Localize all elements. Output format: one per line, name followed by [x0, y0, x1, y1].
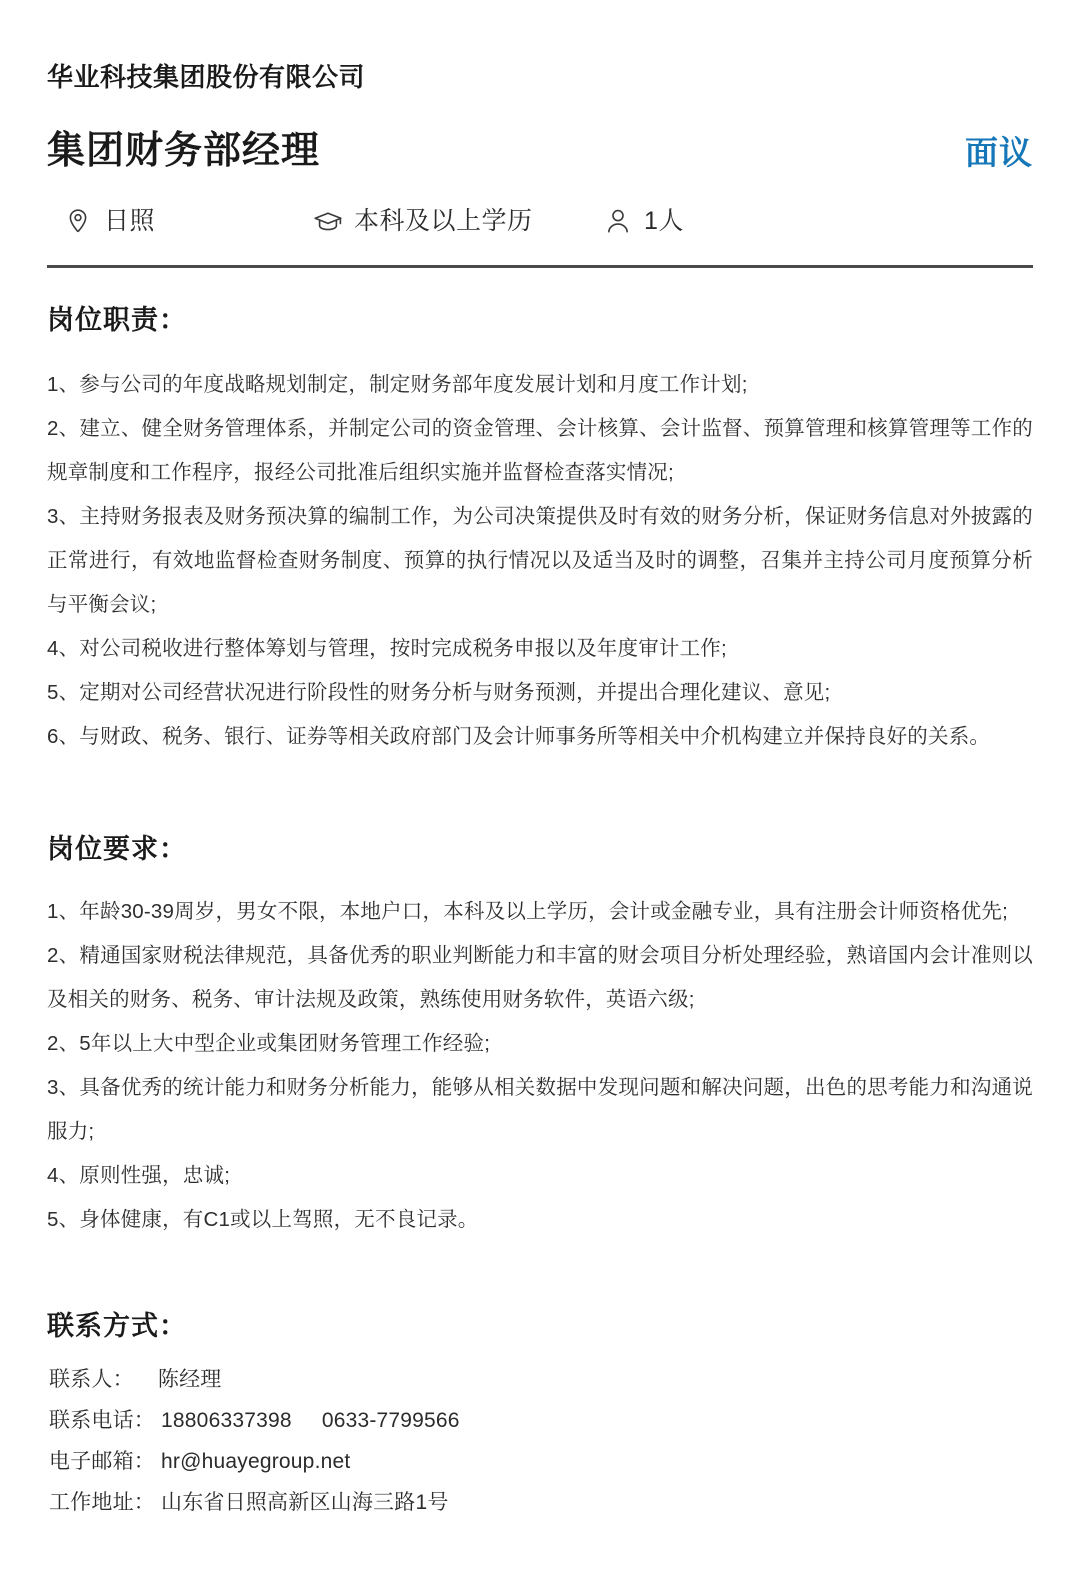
title-row — [47, 131, 1033, 173]
section-requirements — [47, 827, 1033, 1242]
responsibility-item: 4、对公司税收进行整体筹划与管理，按时完成税务申报以及年度审计工作; — [47, 636, 727, 660]
contact-phone-row — [47, 1400, 1033, 1441]
meta-item-education — [313, 207, 603, 237]
meta-location-label: 日照 — [104, 207, 156, 236]
posting-header — [47, 0, 1033, 268]
contact-phone-label: 联系电话： — [49, 1408, 155, 1432]
contact-address-label: 工作地址： — [49, 1490, 155, 1514]
meta-education-label: 本科及以上学历 — [354, 207, 533, 236]
contact-email-label: 电子邮箱： — [49, 1449, 155, 1473]
contact-person-label: 联系人： — [49, 1367, 134, 1391]
contact-person-row — [47, 1359, 1033, 1400]
requirement-item: 4、原则性强，忠诚; — [47, 1163, 231, 1187]
responsibilities-heading: 岗位职责： — [47, 304, 187, 335]
job-meta-row — [47, 207, 1033, 237]
person-icon — [603, 207, 633, 237]
salary-badge: 面议 — [965, 133, 1033, 171]
contact-phone-primary[interactable]: 18806337398 — [161, 1408, 292, 1432]
section-contact — [47, 1304, 1033, 1523]
responsibility-item: 3、主持财务报表及财务预决算的编制工作，为公司决策提供及时有效的财务分析，保证财务信息对外披露的正常进行，有效地监督检查财务制度、预算的执行情况以及适当及时的调整，召集并主持公司月度预算分析与平衡会议; — [47, 504, 1033, 616]
meta-item-headcount — [603, 207, 684, 237]
contact-email-row — [47, 1441, 1033, 1482]
requirement-item: 2、精通国家财税法律规范，具备优秀的职业判断能力和丰富的财会项目分析处理经验，熟谙国内会计准则以及相关的财务、税务、审计法规及政策，熟练使用财务软件，英语六级; — [47, 943, 1033, 1011]
requirement-item: 3、具备优秀的统计能力和财务分析能力，能够从相关数据中发现问题和解决问题，出色的思考能力和沟通说服力; — [47, 1075, 1033, 1143]
responsibility-item: 2、建立、健全财务管理体系，并制定公司的资金管理、会计核算、会计监督、预算管理和核算管理等工作的规章制度和工作程序，报经公司批准后组织实施并监督检查落实情况; — [47, 416, 1033, 484]
header-divider — [47, 265, 1033, 268]
responsibility-item: 1、参与公司的年度战略规划制定，制定财务部年度发展计划和月度工作计划; — [47, 372, 748, 396]
meta-item-location — [63, 207, 313, 237]
contact-address-row — [47, 1482, 1033, 1523]
page-title: 集团财务部经理 — [47, 130, 321, 173]
company-name: 华业科技集团股份有限公司 — [47, 62, 366, 92]
requirement-item: 2、5年以上大中型企业或集团财务管理工作经验; — [47, 1031, 491, 1055]
location-pin-icon — [63, 207, 93, 237]
contact-email-value[interactable]: hr@huayegroup.net — [161, 1449, 351, 1473]
requirement-item: 5、身体健康，有C1或以上驾照，无不良记录。 — [47, 1207, 479, 1231]
section-responsibilities — [47, 298, 1033, 759]
contact-phone-secondary[interactable]: 0633-7799566 — [321, 1408, 460, 1432]
requirement-item: 1、年龄30-39周岁，男女不限，本地户口，本科及以上学历，会计或金融专业，具有注册会计师资格优先; — [47, 899, 1009, 923]
meta-headcount-label: 1人 — [644, 207, 684, 236]
responsibility-item: 5、定期对公司经营状况进行阶段性的财务分析与财务预测，并提出合理化建议、意见; — [47, 680, 831, 704]
contact-heading: 联系方式： — [47, 1310, 187, 1341]
contact-person-value: 陈经理 — [157, 1367, 222, 1391]
contact-address-value: 山东省日照高新区山海三路1号 — [161, 1490, 449, 1514]
requirements-heading: 岗位要求： — [47, 833, 187, 864]
graduation-cap-icon — [313, 207, 343, 237]
responsibility-item: 6、与财政、税务、银行、证券等相关政府部门及会计师事务所等相关中介机构建立并保持良好的关系。 — [47, 724, 991, 748]
